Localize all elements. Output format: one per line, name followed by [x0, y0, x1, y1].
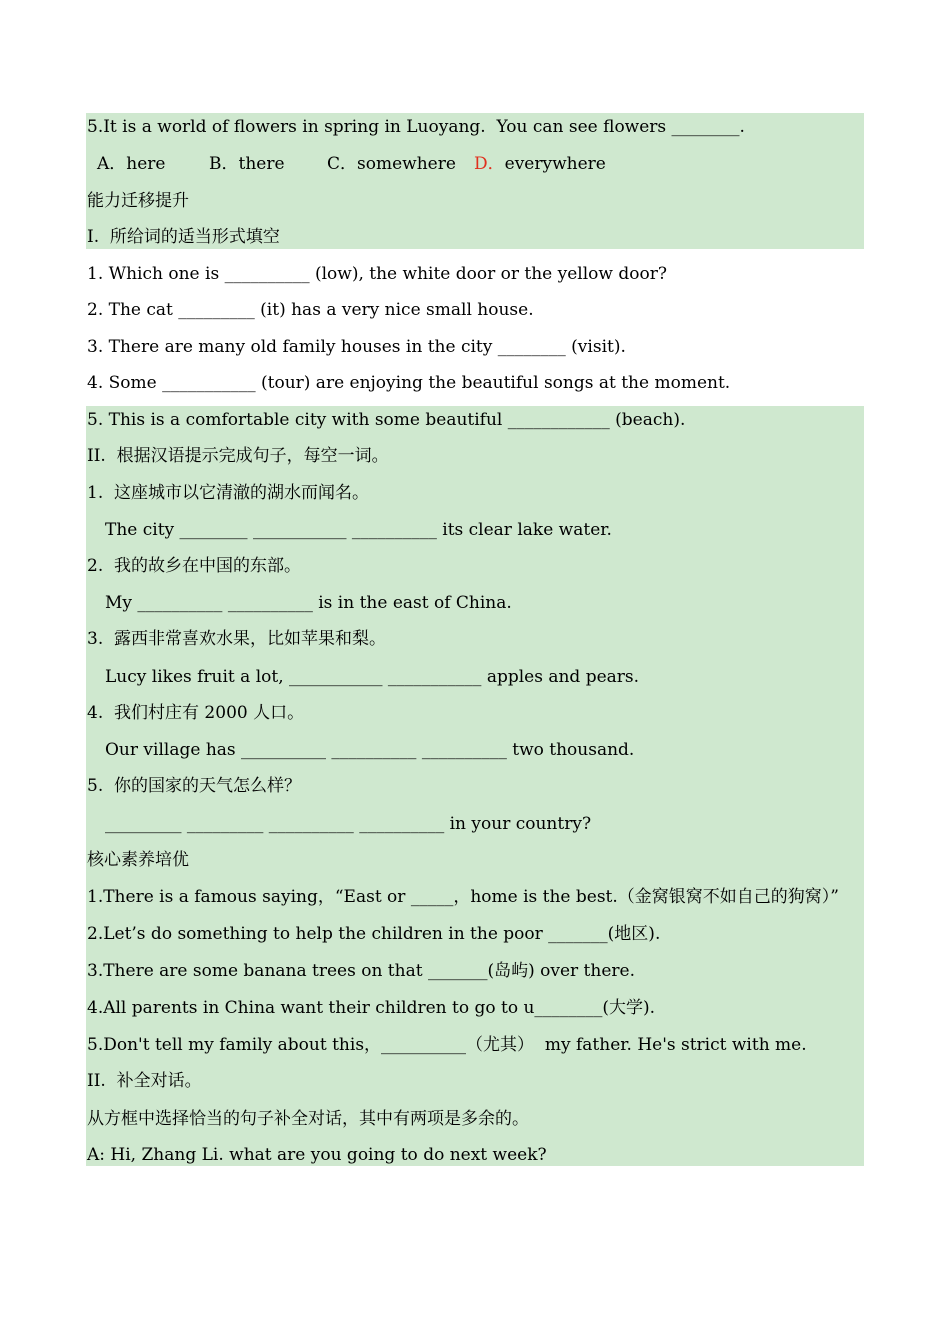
- option-d: D．everywhere: [474, 154, 606, 174]
- sentence-cn-5: 5. 你的国家的天气怎么样？: [87, 776, 302, 796]
- dialog-instruction: 从方框中选择恰当的句子补全对话，其中有两项是多余的。: [87, 1109, 529, 1129]
- sentence-cn-2: 2. 我的故乡在中国的东部。: [87, 556, 302, 576]
- core-item-5: 5.Don't tell my family about this，__________（尤其） my father. He's strict with me.: [87, 1035, 807, 1055]
- sentence-en-2: My __________ __________ is in the east of China.: [105, 593, 512, 613]
- option-c: C．somewhere: [327, 154, 456, 174]
- section-title-ability: 能力迁移提升: [87, 191, 189, 211]
- fill-item-1: 1. Which one is __________ (low), the white door or the yellow door?: [87, 264, 667, 284]
- fill-item-4: 4. Some ___________ (tour) are enjoying the beautiful songs at the moment.: [87, 373, 731, 393]
- sentence-en-4: Our village has __________ __________ __________ two thousand.: [105, 740, 635, 760]
- sentence-en-1: The city ________ ___________ __________ its clear lake water.: [105, 520, 612, 540]
- fill-item-3: 3. There are many old family houses in the city ________ (visit).: [87, 337, 626, 357]
- sentence-cn-4: 4. 我们村庄有 2000 人口。: [87, 703, 305, 723]
- dialog-line-1: A: Hi, Zhang Li. what are you going to do next week?: [87, 1145, 547, 1165]
- sentence-cn-3: 3. 露西非常喜欢水果，比如苹果和梨。: [87, 629, 387, 649]
- core-item-1: 1.There is a famous saying，“East or _____，home is the best.（金窝银窝不如自己的狗窝）”: [87, 887, 839, 907]
- core-item-2: 2.Let’s do something to help the children in the poor _______(地区).: [87, 924, 661, 944]
- q5-stem: 5.It is a world of flowers in spring in Luoyang. You can see flowers ________.: [87, 117, 745, 137]
- part-title-fill-form: I. 所给词的适当形式填空: [87, 227, 280, 247]
- fill-item-2: 2. The cat _________ (it) has a very nice small house.: [87, 300, 534, 320]
- part-title-complete-sentences: II. 根据汉语提示完成句子，每空一词。: [87, 446, 389, 466]
- fill-item-5: 5. This is a comfortable city with some beautiful ____________ (beach).: [87, 410, 686, 430]
- sentence-en-3: Lucy likes fruit a lot, ___________ ___________ apples and pears.: [105, 667, 640, 687]
- sentence-en-5: _________ _________ __________ __________ in your country?: [105, 814, 592, 834]
- answer-letter: D．: [474, 154, 505, 174]
- core-item-3: 3.There are some banana trees on that _______(岛屿) over there.: [87, 961, 635, 981]
- core-item-4: 4.All parents in China want their children to go to u________(大学).: [87, 998, 656, 1018]
- option-b: B．there: [209, 154, 285, 174]
- section-title-core: 核心素养培优: [87, 850, 189, 870]
- part-title-dialog: II. 补全对话。: [87, 1071, 202, 1091]
- option-a: A．here: [97, 154, 166, 174]
- sentence-cn-1: 1. 这座城市以它清澈的湖水而闻名。: [87, 483, 370, 503]
